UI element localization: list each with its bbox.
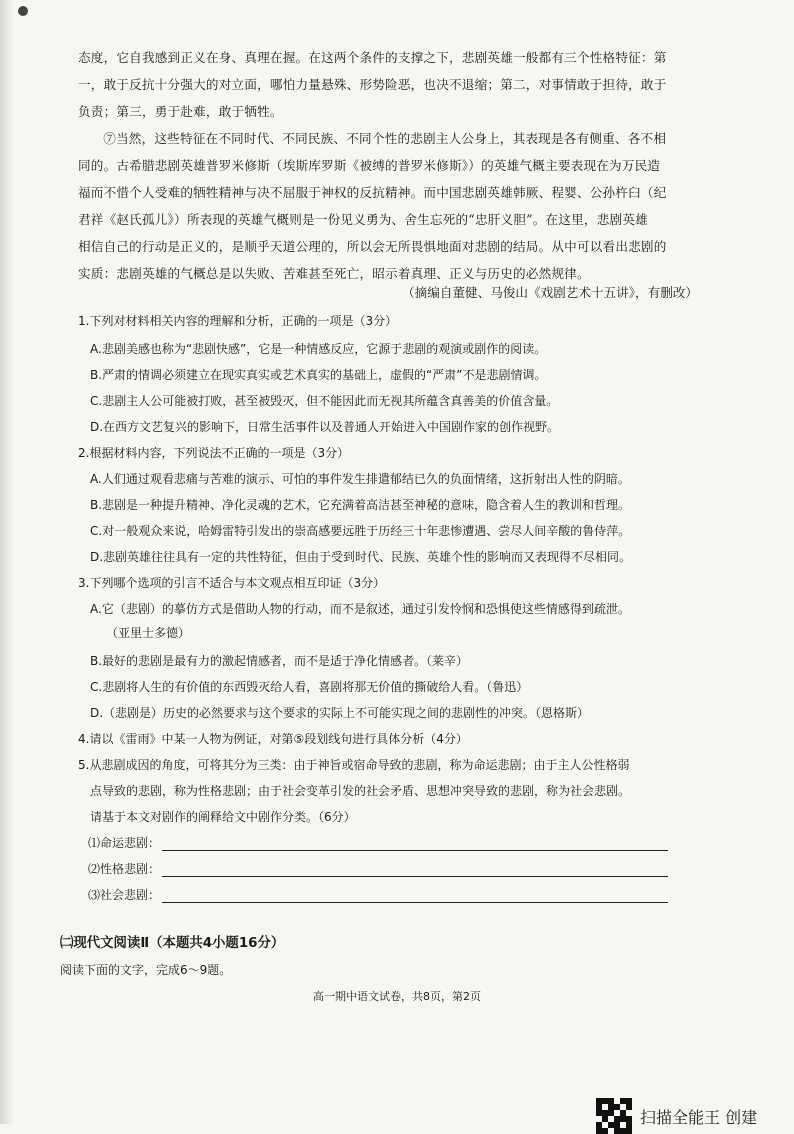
question-2-option-b: B.悲剧是一种提升精神、净化灵魂的艺术，它充满着高洁甚至神秘的意味，隐含着人生的教训和哲理。 bbox=[90, 498, 631, 512]
question-2-option-a: A.人们通过观看悲痛与苦难的演示、可怕的事件发生排遣郁结已久的负面情绪，这折射出人性的阴暗。 bbox=[90, 472, 630, 486]
question-5-stem-line: 点导致的悲剧，称为性格悲剧；由于社会变革引发的社会矛盾、思想冲突导致的悲剧，称为社会悲剧。 bbox=[90, 784, 631, 798]
question-3-option-a: A.它（悲剧）的摹仿方式是借助人物的行动，而不是叙述，通过引发怜悯和恐惧使这些情感得到疏泄。 bbox=[90, 602, 630, 616]
answer-blank-line[interactable] bbox=[162, 888, 668, 903]
page-footer: 高一期中语文试卷，共8页，第2页 bbox=[313, 990, 481, 1003]
question-1-option-c: C.悲剧主人公可能被打败，甚至被毁灭，但不能因此而无视其所蕴含真善美的价值含量。 bbox=[90, 394, 559, 408]
question-3-stem: 3.下列哪个选项的引言不适合与本文观点相互印证（3分） bbox=[78, 576, 386, 590]
answer-label: ⑵性格悲剧： bbox=[88, 862, 161, 876]
question-3-option-a-attribution: （亚里士多德） bbox=[106, 626, 191, 640]
qr-module bbox=[626, 1128, 632, 1134]
question-2-option-c: C.对一般观众来说，哈姆雷特引发出的崇高感要远胜于历经三十年悲惨遭遇、尝尽人间辛酸的鲁侍萍。 bbox=[90, 524, 631, 538]
answer-blank-line[interactable] bbox=[162, 836, 668, 851]
qr-code-icon bbox=[596, 1098, 632, 1134]
answer-row-fate-tragedy bbox=[88, 834, 668, 851]
passage-line: 一，敢于反抗十分强大的对立面，哪怕力量悬殊、形势险恶，也决不退缩；第二，对事情敢于担待，敢于 bbox=[78, 77, 667, 92]
question-1-option-b: B.严肃的情调必须建立在现实真实或艺术真实的基础上，虚假的“严肃”不是悲剧情调。 bbox=[90, 368, 547, 382]
paragraph-7-line: 相信自己的行动是正义的，是顺乎天道公理的，所以会无所畏惧地面对悲剧的结局。从中可以看出悲剧的 bbox=[78, 239, 667, 254]
watermark-text: 扫描全能王 创建 bbox=[640, 1107, 758, 1127]
question-1-option-d: D.在西方文艺复兴的影响下，日常生活事件以及普通人开始进入中国剧作家的创作视野。 bbox=[90, 420, 560, 434]
scan-edge-shadow bbox=[0, 0, 14, 1124]
question-3-option-b: B.最好的悲剧是最有力的激起情感者，而不是适于净化情感者。（莱辛） bbox=[90, 654, 469, 668]
passage-line: 态度，它自我感到正义在身、真理在握。在这两个条件的支撑之下，悲剧英雄一般都有三个性格特征：第 bbox=[78, 50, 667, 65]
question-3-option-c: C.悲剧将人生的有价值的东西毁灭给人看，喜剧将那无价值的撕破给人看。（鲁迅） bbox=[90, 680, 529, 694]
paragraph-7-line: 福而不惜个人受难的牺牲精神与决不屈服于神权的反抗精神。而中国悲剧英雄韩厥、程婴、公孙杵臼（纪 bbox=[78, 185, 667, 200]
question-4-stem: 4.请以《雷雨》中某一人物为例证，对第⑤段划线句进行具体分析（4分） bbox=[78, 732, 468, 746]
question-2-option-d: D.悲剧英雄往往具有一定的共性特征，但由于受到时代、民族、英雄个性的影响而又表现得不尽相同。 bbox=[90, 550, 632, 564]
paragraph-7-line: 君祥《赵氏孤儿》）所表现的英雄气概则是一份见义勇为、舍生忘死的“忠肝义胆”。在这里，悲剧英雄 bbox=[78, 212, 648, 227]
paragraph-7-line: 实质：悲剧英雄的气概总是以失败、苦难甚至死亡，昭示着真理、正义与历史的必然规律。 bbox=[78, 266, 590, 281]
source-citation: （摘编自董健、马俊山《戏剧艺术十五讲》，有删改） bbox=[402, 285, 698, 300]
section-title: ㈡现代文阅读Ⅱ（本题共4小题16分） bbox=[60, 936, 285, 951]
answer-label: ⑶社会悲剧： bbox=[88, 888, 161, 902]
question-2-stem: 2.根据材料内容，下列说法不正确的一项是（3分） bbox=[78, 446, 350, 460]
scan-dot-mark bbox=[18, 6, 28, 16]
question-1-option-a: A.悲剧美感也称为“悲剧快感”，它是一种情感反应，它源于悲剧的观演或剧作的阅读。 bbox=[90, 342, 547, 356]
paragraph-7-line: ⑦当然，这些特征在不同时代、不同民族、不同个性的悲剧主人公身上，其表现是各有侧重、各不相 bbox=[103, 131, 667, 146]
answer-blank-line[interactable] bbox=[162, 862, 668, 877]
question-1-stem: 1.下列对材料相关内容的理解和分析，正确的一项是（3分） bbox=[78, 314, 398, 328]
section-instruction: 阅读下面的文字，完成6～9题。 bbox=[60, 963, 232, 977]
answer-row-social-tragedy bbox=[88, 886, 668, 903]
question-3-option-d: D.（悲剧是）历史的必然要求与这个要求的实际上不可能实现之间的悲剧性的冲突。（恩格斯） bbox=[90, 706, 590, 720]
questions-block bbox=[78, 312, 700, 912]
question-5-stem-line: 5.从悲剧成因的角度，可将其分为三类：由于神旨或宿命导致的悲剧，称为命运悲剧；由于主人公性格弱 bbox=[78, 758, 630, 772]
passage-text bbox=[78, 44, 700, 287]
answer-label: ⑴命运悲剧： bbox=[88, 836, 161, 850]
passage-line: 负责；第三，勇于赴难，敢于牺牲。 bbox=[78, 104, 283, 119]
answer-row-character-tragedy bbox=[88, 860, 668, 877]
question-5-stem-line: 请基于本文对剧作的阐释给文中剧作分类。（6分） bbox=[90, 810, 356, 824]
scanner-watermark bbox=[596, 1098, 757, 1134]
paragraph-7-line: 同的。古希腊悲剧英雄普罗米修斯（埃斯库罗斯《被缚的普罗米修斯》）的英雄气概主要表现在为万民造 bbox=[78, 158, 661, 173]
